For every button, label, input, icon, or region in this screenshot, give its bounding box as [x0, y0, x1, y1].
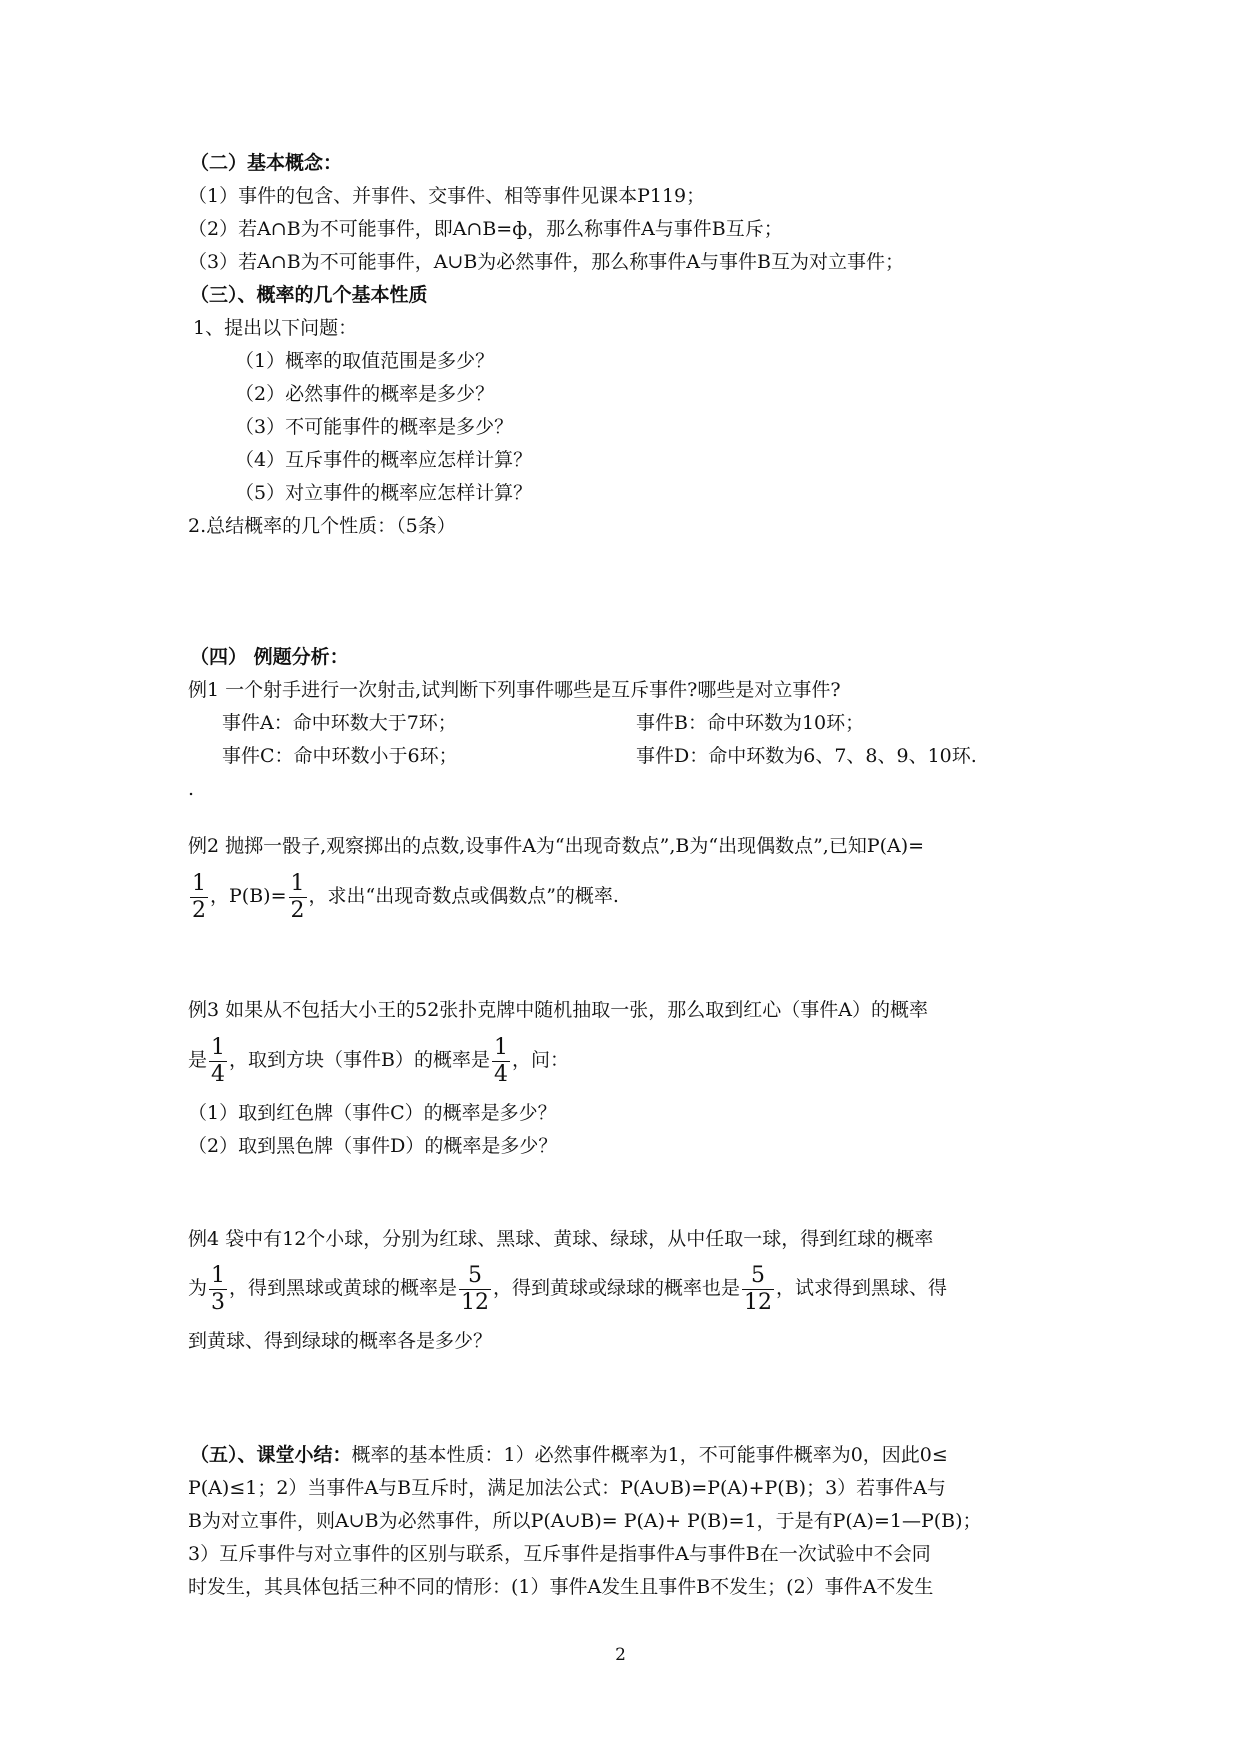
- fraction: $\frac{1}{3}$: [211, 1262, 226, 1315]
- section-5-line-3: B为对立事件，则A∪B为必然事件，所以P(A∪B)= P(A)+ P(B)=1，于是有P(A)=1—P(B)；: [188, 1510, 982, 1532]
- section-2-heading: （二）基本概念：: [190, 152, 343, 174]
- sec2-item-2: （2）若A∩B为不可能事件，即A∩B=ф，那么称事件A与事件B互斥；: [188, 218, 783, 240]
- sec3-question-4: （4）互斥事件的概率应怎样计算？: [235, 449, 533, 471]
- page-number: 2: [615, 1645, 626, 1665]
- fraction: $\frac{5}{12}$: [744, 1262, 773, 1315]
- example-1-event-d: 事件D：命中环数为6、7、8、9、10环.: [636, 745, 977, 767]
- fraction: $\frac{1}{2}$: [192, 870, 206, 923]
- sec2-item-1: （1）事件的包含、并事件、交事件、相等事件见课本P119；: [188, 185, 706, 207]
- fraction: $\frac{1}{4}$: [211, 1034, 226, 1087]
- sec3-question-5: （5）对立事件的概率应怎样计算？: [235, 482, 533, 504]
- example-3-question-2: （2）取到黑色牌（事件D）的概率是多少？: [188, 1135, 558, 1157]
- example-2-line-1: 例2 抛掷一骰子,观察掷出的点数,设事件A为“出现奇数点”,B为“出现偶数点”,已知P(A)=: [188, 835, 925, 857]
- example-3-line-2: 是 $\frac{1}{4}$ ，取到方块（事件B）的概率是 $\frac{1}{4}$ ，问：: [188, 1034, 569, 1087]
- sec3-question-2: （2）必然事件的概率是多少？: [235, 383, 495, 405]
- example-3-question-1: （1）取到红色牌（事件C）的概率是多少？: [188, 1102, 557, 1124]
- sec3-question-1: （1）概率的取值范围是多少？: [235, 350, 495, 372]
- section-4-heading: （四） 例题分析：: [190, 646, 349, 668]
- example-4-line-3: 到黄球、得到绿球的概率各是多少？: [188, 1330, 493, 1352]
- example-4-line-2: 为 $\frac{1}{3}$ ，得到黑球或黄球的概率是 $\frac{5}{12}$ ，得到黄球或绿球的概率也是 $\frac{5}{12}$ ，试求得到黑球、得: [188, 1262, 948, 1315]
- section-5-line-1: （五）、课堂小结：概率的基本性质：1）必然事件概率为1，不可能事件概率为0，因此0≤: [190, 1444, 948, 1466]
- example-1-event-c: 事件C：命中环数小于6环；: [222, 745, 458, 767]
- example-1-event-b: 事件B：命中环数为10环；: [636, 712, 865, 734]
- fraction: $\frac{1}{2}$: [290, 870, 305, 923]
- example-3-line-1: 例3 如果从不包括大小王的52张扑克牌中随机抽取一张，那么取到红心（事件A）的概率: [188, 999, 929, 1021]
- section-3-heading: （三）、概率的几个基本性质: [190, 284, 428, 306]
- section-5-line-2: P(A)≤1；2）当事件A与B互斥时，满足加法公式：P(A∪B)=P(A)+P(B)；3）若事件A与: [188, 1477, 946, 1499]
- example-4-line-1: 例4 袋中有12个小球，分别为红球、黑球、黄球、绿球，从中任取一球，得到红球的概率: [188, 1228, 934, 1250]
- example-1-event-a: 事件A：命中环数大于7环；: [222, 712, 457, 734]
- sec2-item-3: （3）若A∩B为不可能事件，A∪B为必然事件，那么称事件A与事件B互为对立事件；: [188, 251, 904, 273]
- example-1-dot: .: [188, 778, 195, 800]
- section-5-line-5: 时发生，其具体包括三种不同的情形：(1）事件A发生且事件B不发生；(2）事件A不发生: [188, 1576, 934, 1598]
- example-2-line-2: $\frac{1}{2}$ ，P(B)= $\frac{1}{2}$ ，求出“出现奇数点或偶数点”的概率.: [192, 870, 619, 923]
- fraction: $\frac{5}{12}$: [461, 1262, 490, 1315]
- section-5-heading: （五）、课堂小结：: [190, 1444, 352, 1466]
- sec3-question-3: （3）不可能事件的概率是多少？: [235, 416, 514, 438]
- sec3-question-intro: 1、提出以下问题：: [193, 317, 358, 339]
- sec3-summary: 2.总结概率的几个性质：（5条）: [188, 515, 456, 537]
- example-1-text: 例1 一个射手进行一次射击,试判断下列事件哪些是互斥事件?哪些是对立事件?: [188, 679, 841, 701]
- section-5-line-4: 3）互斥事件与对立事件的区别与联系，互斥事件是指事件A与事件B在一次试验中不会同: [188, 1543, 931, 1565]
- fraction: $\frac{1}{4}$: [493, 1034, 508, 1087]
